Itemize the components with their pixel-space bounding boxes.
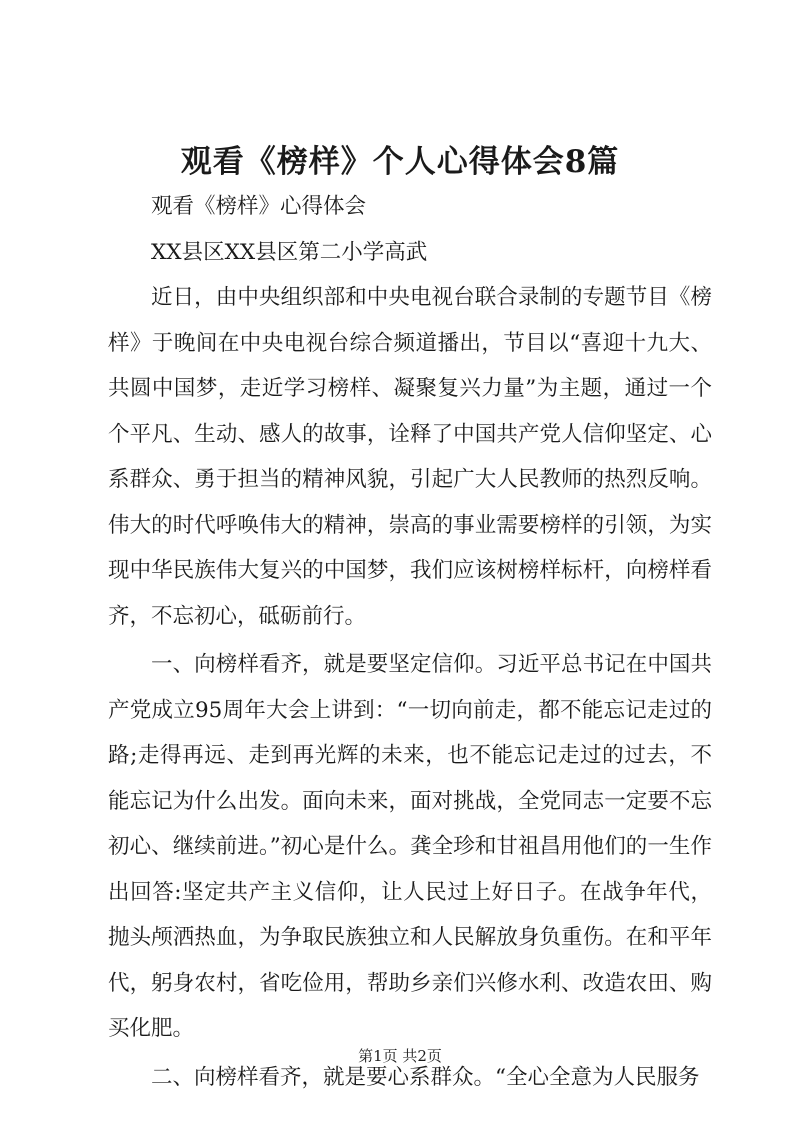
page-number-footer: 第1页 共2页 xyxy=(358,1047,442,1065)
intro-paragraph: 近日，由中央组织部和中央电视台联合录制的专题节目《榜样》于晚间在中央电视台综合频道播出，节目以“喜迎十九大、共圆中国梦，走近学习榜样、凝聚复兴力量”为主题，通过一个个平凡、生动、感人的故事，诠释了中国共产党人信仰坚定、心系群众、勇于担当的精神风貌，引起广大人民教师的热烈反响。伟大的时代呼唤伟大的精神，崇高的事业需要榜样的引领，为实现中华民族伟大复兴的中国梦，我们应该树榜样标杆，向榜样看齐，不忘初心，砥砺前行。 xyxy=(108,285,712,629)
section-two-paragraph: 二、向榜样看齐，就是要心系群众。“全心全意为人民服务 xyxy=(151,1064,700,1090)
author-paragraph: XX县区XX县区第二小学高武 xyxy=(151,239,428,265)
document-title: 观看《榜样》个人心得体会8篇 xyxy=(180,144,620,180)
document-body xyxy=(108,184,712,1100)
subtitle-paragraph: 观看《榜样》心得体会 xyxy=(151,194,367,219)
section-one-paragraph: 一、向榜样看齐，就是要坚定信仰。习近平总书记在中国共产党成立95周年大会上讲到：“一切向前走，都不能忘记走过的路;走得再远、走到再光辉的未来，也不能忘记走过的过去，不能忘记为什么出发。面向未来，面对挑战，全党同志一定要不忘初心、继续前进。”初心是什么。龚全珍和甘祖昌用他们的一生作出回答:坚定共产主义信仰，让人民过上好日子。在战争年代，抛头颅洒热血，为争取民族独立和人民解放身负重伤。在和平年代，躬身农村，省吃俭用，帮助乡亲们兴修水利、改造农田、购买化肥。 xyxy=(108,652,712,1041)
